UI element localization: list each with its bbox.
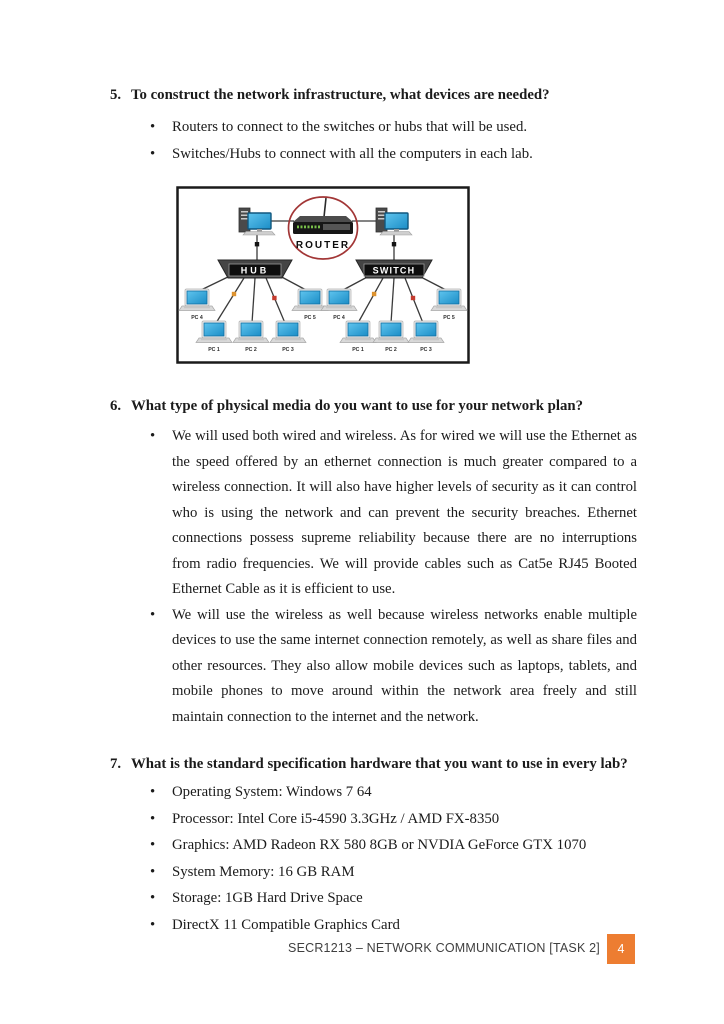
question-heading-text: To construct the network infrastructure, what devices are needed? xyxy=(131,87,550,103)
question-5-bullets xyxy=(110,118,676,164)
bullet-item xyxy=(110,783,676,802)
pc-label: PC 1 xyxy=(352,347,364,353)
pc-label: PC 3 xyxy=(420,347,432,353)
bullet-text: We will use the wireless as well because wireless networks enable multiple devices to use the same internet connection remotely, as well as share files and other resources. They also allow mobile devices such as laptops, tablets, and mobile phones to move around within the network area freely and still maintain connection to the internet and the network. xyxy=(172,606,637,725)
switch-icon xyxy=(356,260,432,278)
question-5-heading xyxy=(110,86,676,105)
bullet-item xyxy=(110,118,676,137)
hub-icon xyxy=(218,260,292,278)
question-7-heading xyxy=(110,755,676,774)
bullet-marker: • xyxy=(150,146,156,162)
page-number: 4 xyxy=(617,942,625,956)
bullet-text: Switches/Hubs to connect with all the computers in each lab. xyxy=(172,146,533,162)
bullet-text: System Memory: 16 GB RAM xyxy=(172,863,355,880)
pc-label: PC 4 xyxy=(333,315,345,321)
bullet-marker: • xyxy=(150,890,156,906)
router-label: ROUTER xyxy=(295,240,351,251)
page-number-box xyxy=(607,934,635,964)
pc-label: PC 1 xyxy=(208,347,220,353)
pc-label: PC 3 xyxy=(282,347,294,353)
bullet-marker: • xyxy=(150,606,156,623)
network-topology-figure[interactable] xyxy=(176,186,470,364)
bullet-marker: • xyxy=(150,863,156,880)
red-node-icon xyxy=(272,296,276,300)
red-node-icon xyxy=(411,296,415,300)
pc-label: PC 5 xyxy=(304,315,316,321)
question-7 xyxy=(110,755,676,942)
network-topology-diagram xyxy=(176,186,470,364)
bullet-item xyxy=(110,424,676,603)
bullet-item xyxy=(110,863,676,882)
bullet-item xyxy=(110,916,676,935)
bullet-item xyxy=(110,145,676,164)
pc-label: PC 2 xyxy=(245,347,257,353)
orange-node-icon xyxy=(232,292,236,296)
bullet-text: Operating System: Windows 7 64 xyxy=(172,784,372,800)
question-6-bullets xyxy=(110,424,676,730)
question-number: 7. xyxy=(110,756,122,772)
bullet-marker: • xyxy=(150,428,156,444)
question-number: 5. xyxy=(110,87,122,103)
bullet-item xyxy=(110,836,676,855)
question-heading-text: What type of physical media do you want to use for your network plan? xyxy=(131,398,584,414)
question-heading-text: What is the standard specification hardware that you want to use in every lab? xyxy=(131,756,628,772)
bullet-marker: • xyxy=(150,810,156,827)
bullet-marker: • xyxy=(150,784,156,800)
bullet-text: Processor: Intel Core i5-4590 3.3GHz / AMD FX-8350 xyxy=(172,810,500,827)
pc-label: PC 5 xyxy=(443,315,455,321)
orange-node-icon xyxy=(372,292,376,296)
bullet-text: Graphics: AMD Radeon RX 580 8GB or NVDIA GeForce GTX 1070 xyxy=(172,837,587,853)
question-6-heading xyxy=(110,397,676,416)
hub-label: HUB xyxy=(240,265,270,276)
question-5 xyxy=(110,86,676,172)
footer-title: SECR1213 – NETWORK COMMUNICATION [TASK 2] xyxy=(288,941,600,955)
bullet-marker: • xyxy=(150,119,156,135)
pc-label: PC 4 xyxy=(191,315,203,321)
bullet-text: Routers to connect to the switches or hubs that will be used. xyxy=(172,119,528,135)
bullet-marker: • xyxy=(150,916,156,933)
bullet-text: DirectX 11 Compatible Graphics Card xyxy=(172,916,400,933)
bullet-item xyxy=(110,603,676,731)
pc-label: PC 2 xyxy=(385,347,397,353)
bullet-item xyxy=(110,810,676,829)
switch-label: SWITCH xyxy=(372,265,416,276)
question-7-bullets xyxy=(110,783,676,935)
bullet-item xyxy=(110,889,676,908)
bullet-text: Storage: 1GB Hard Drive Space xyxy=(172,890,363,906)
question-6 xyxy=(110,397,676,730)
bullet-marker: • xyxy=(150,837,156,853)
bullet-text: We will used both wired and wireless. As for wired we will use the Ethernet as the speed offered by an ethernet connection is much greater compared to a wireless connection. It will also have higher levels of security as it can control who is using the network and can prevent the security breaches. Ethernet connections possess supreme reliability because there are no interruptions from radio frequencies. We will provide cables such as Cat5e RJ45 Booted Ethernet Cable as it is efficient to use. xyxy=(172,428,637,597)
question-number: 6. xyxy=(110,398,122,414)
